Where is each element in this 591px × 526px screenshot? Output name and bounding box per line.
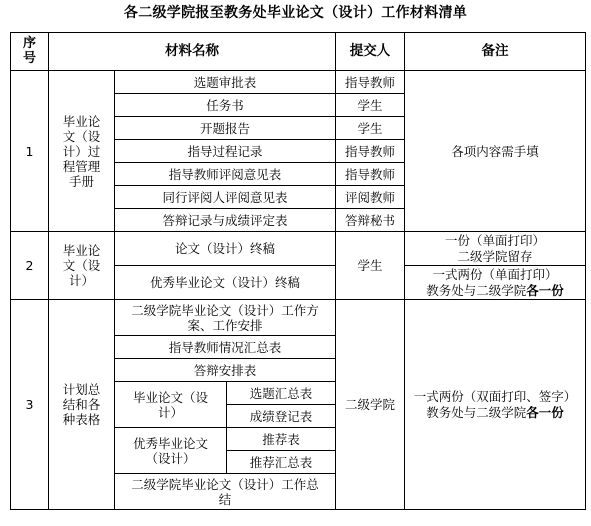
table-row [11, 232, 586, 266]
header-submitter: 提交人 [336, 33, 405, 71]
group3-sub1-label: 毕业论文（设计） [115, 382, 227, 428]
group3-submitter: 二级学院 [336, 300, 405, 510]
group3-sub2-item: 推荐表 [227, 428, 336, 451]
group1-submitter: 指导教师 [336, 71, 405, 94]
group3-item-plan: 二级学院毕业论文（设计）工作方案、工作安排 [115, 300, 336, 336]
group1-submitter: 学生 [336, 117, 405, 140]
group1-seq: 1 [11, 71, 49, 232]
group3-item-final: 二级学院毕业论文（设计）工作总结 [115, 474, 336, 510]
header-remark: 备注 [405, 33, 586, 71]
group2-seq: 2 [11, 232, 49, 300]
group2-remark-2-text: 教务处与二级学院 [426, 282, 527, 298]
group2-remark-1-line1: 一份（单面打印） [445, 232, 546, 248]
group2-item: 优秀毕业论文（设计）终稿 [115, 266, 336, 300]
group3-remark-emph: 各一份 [526, 404, 564, 420]
group3-seq: 3 [11, 300, 49, 510]
group3-remark-line2 [407, 405, 583, 421]
table-row [11, 71, 586, 94]
table-header-row [11, 33, 586, 71]
header-material: 材料名称 [49, 33, 336, 71]
materials-table [10, 32, 586, 510]
group3-item-teacher-summary: 指导教师情况汇总表 [115, 336, 336, 359]
table-row [11, 300, 586, 336]
group1-item: 选题审批表 [115, 71, 336, 94]
group1-remark: 各项内容需手填 [405, 71, 586, 232]
page-title: 各二级学院报至教务处毕业论文（设计）工作材料清单 [123, 5, 468, 21]
group2-category: 毕业论文（设计） [49, 232, 115, 300]
group1-item: 指导过程记录 [115, 140, 336, 163]
group3-item-defense: 答辩安排表 [115, 359, 336, 382]
group2-remark-2-line1: 一式两份（单面打印） [432, 266, 558, 282]
group3-sub2-item: 推荐汇总表 [227, 451, 336, 474]
group1-submitter: 指导教师 [336, 140, 405, 163]
group2-remark-1-line2: 二级学院留存 [457, 248, 533, 264]
header-seq: 序号 [11, 33, 49, 71]
group3-remark-text: 教务处与二级学院 [426, 404, 527, 420]
group2-remark-1 [405, 232, 586, 266]
group1-item: 答辩记录与成绩评定表 [115, 209, 336, 232]
group3-remark-line1: 一式两份（双面打印、签字） [413, 388, 577, 404]
group3-sub2-label: 优秀毕业论文（设计） [115, 428, 227, 474]
group1-submitter: 学生 [336, 94, 405, 117]
group2-item: 论文（设计）终稿 [115, 232, 336, 266]
group1-item: 任务书 [115, 94, 336, 117]
group3-remark [405, 300, 586, 510]
group1-submitter: 指导教师 [336, 163, 405, 186]
group1-item: 同行评阅人评阅意见表 [115, 186, 336, 209]
group3-category: 计划总结和各种表格 [49, 300, 115, 510]
group2-remark-2 [405, 266, 586, 300]
group3-sub1-item: 成绩登记表 [227, 405, 336, 428]
group3-sub1-item: 选题汇总表 [227, 382, 336, 405]
group1-submitter: 评阅教师 [336, 186, 405, 209]
group2-submitter: 学生 [336, 232, 405, 300]
group1-item: 开题报告 [115, 117, 336, 140]
group1-category: 毕业论文（设计）过程管理手册 [49, 71, 115, 232]
group2-remark-2-emph: 各一份 [526, 282, 564, 298]
group2-remark-2-line2 [407, 283, 583, 299]
group1-item: 指导教师评阅意见表 [115, 163, 336, 186]
group1-submitter: 答辩秘书 [336, 209, 405, 232]
